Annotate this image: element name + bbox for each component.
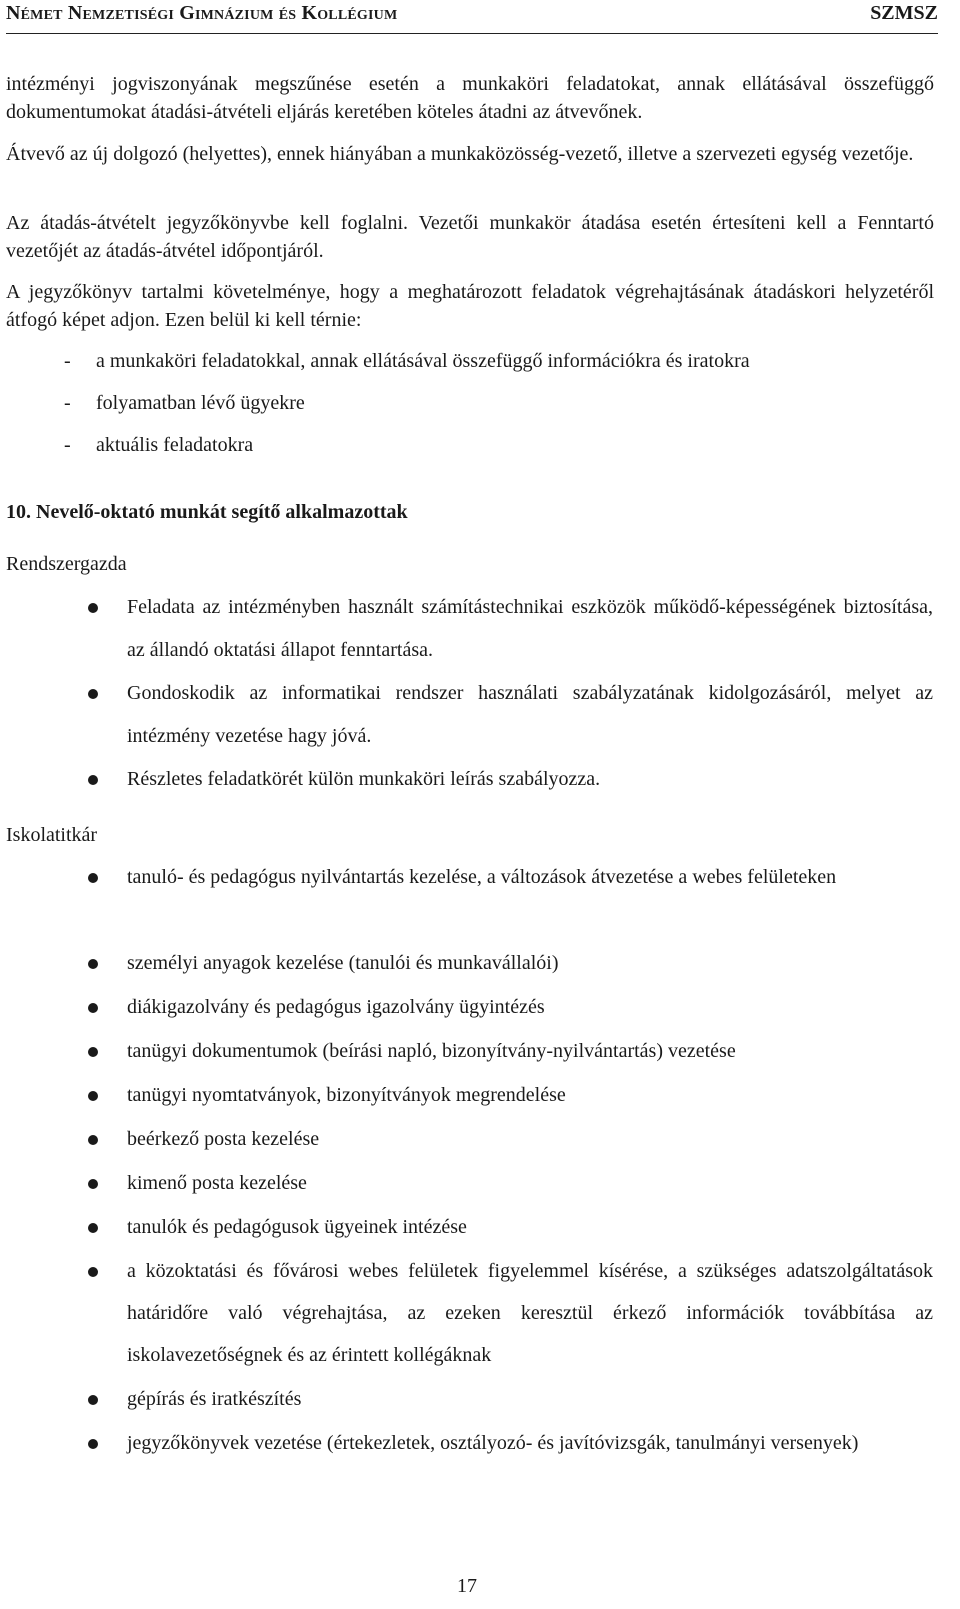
dash-item-text: a munkaköri feladatokkal, annak ellátásával összefüggő információkra és iratokra	[96, 350, 750, 372]
bullet-item-text: tanuló- és pedagógus nyilvántartás kezelése, a változások átvezetése a webes felületeken	[127, 866, 837, 888]
section-heading: 10. Nevelő-oktató munkát segítő alkalmazottak	[6, 501, 408, 523]
header-school-name: Német Nemzetiségi Gimnázium és Kollégium	[6, 2, 398, 24]
subsection-title-rendszergazda: Rendszergazda	[6, 553, 127, 575]
bullet-item-text: tanügyi nyomtatványok, bizonyítványok megrendelése	[127, 1084, 566, 1106]
bullet-icon	[88, 1395, 98, 1405]
subsection-title-iskolatitkar: Iskolatitkár	[6, 824, 98, 846]
paragraph-handover: intézményi jogviszonyának megszűnése esetén a munkaköri feladatokat, annak ellátásával összefüggő dokumentumokat átadási-átvételi eljárás keretében köteles átadni az átvevőnek.	[6, 73, 934, 123]
dash-item-text: folyamatban lévő ügyekre	[96, 392, 305, 414]
bullet-item-text: beérkező posta kezelése	[127, 1128, 320, 1150]
paragraph-minutes: Az átadás-átvételt jegyzőkönyvbe kell foglalni. Vezetői munkakör átadása esetén értesíteni kell a Fenntartó vezetőjét az átadás-átvétel időpontjáról.	[6, 212, 934, 262]
page-number: 17	[457, 1575, 477, 1597]
dash-marker: -	[64, 434, 71, 456]
bullet-item-text: gépírás és iratkészítés	[127, 1388, 302, 1410]
page-header	[6, 2, 938, 32]
bullet-item-text: jegyzőkönyvek vezetése (értekezletek, osztályozó- és javítóvizsgák, tanulmányi versenyek)	[127, 1432, 859, 1454]
bullet-icon	[88, 1003, 98, 1013]
bullet-item-text: tanulók és pedagógusok ügyeinek intézése	[127, 1216, 467, 1238]
bullet-icon	[88, 873, 98, 883]
bullet-item-text: Feladata az intézményben használt számítástechnikai eszközök működő-képességének biztosítása, az állandó oktatási állapot fenntartása.	[127, 596, 933, 661]
bullet-icon	[88, 1179, 98, 1189]
bullet-icon	[88, 603, 98, 613]
bullet-icon	[88, 775, 98, 785]
bullet-icon	[88, 1047, 98, 1057]
header-rule	[6, 33, 938, 34]
paragraph-requirements: A jegyzőkönyv tartalmi követelménye, hogy a meghatározott feladatok végrehajtásának átadáskori helyzetéről átfogó képet adjon. Ezen belül ki kell térnie:	[6, 281, 934, 331]
bullet-item-text: tanügyi dokumentumok (beírási napló, bizonyítvány-nyilvántartás) vezetése	[127, 1040, 736, 1062]
bullet-item-text: Gondoskodik az informatikai rendszer használati szabályzatának kidolgozásáról, melyet az intézmény vezetése hagy jóvá.	[127, 682, 933, 747]
bullet-item-text: kimenő posta kezelése	[127, 1172, 307, 1194]
bullet-item-text: diákigazolvány és pedagógus igazolvány ügyintézés	[127, 996, 545, 1018]
bullet-icon	[88, 1267, 98, 1277]
bullet-icon	[88, 1091, 98, 1101]
bullet-item-text: Részletes feladatkörét külön munkaköri leírás szabályozza.	[127, 768, 601, 790]
paragraph-recipient: Átvevő az új dolgozó (helyettes), ennek hiányában a munkaközösség-vezető, illetve a szervezeti egység vezetője.	[6, 143, 914, 165]
header-doc-code: SZMSZ	[870, 2, 938, 24]
dash-item-text: aktuális feladatokra	[96, 434, 254, 456]
bullet-icon	[88, 1439, 98, 1449]
bullet-item-text: személyi anyagok kezelése (tanulói és munkavállalói)	[127, 952, 559, 974]
bullet-icon	[88, 1135, 98, 1145]
bullet-icon	[88, 1223, 98, 1233]
bullet-item-text: a közoktatási és fővárosi webes felületek figyelemmel kísérése, a szükséges adatszolgáltatások határidőre való végrehajtása, az ezeken keresztül érkező információk továbbítása az iskolavezetőségnek és az érintett kollégáknak	[127, 1260, 933, 1366]
dash-marker: -	[64, 350, 71, 372]
bullet-icon	[88, 689, 98, 699]
bullet-icon	[88, 959, 98, 969]
dash-marker: -	[64, 392, 71, 414]
